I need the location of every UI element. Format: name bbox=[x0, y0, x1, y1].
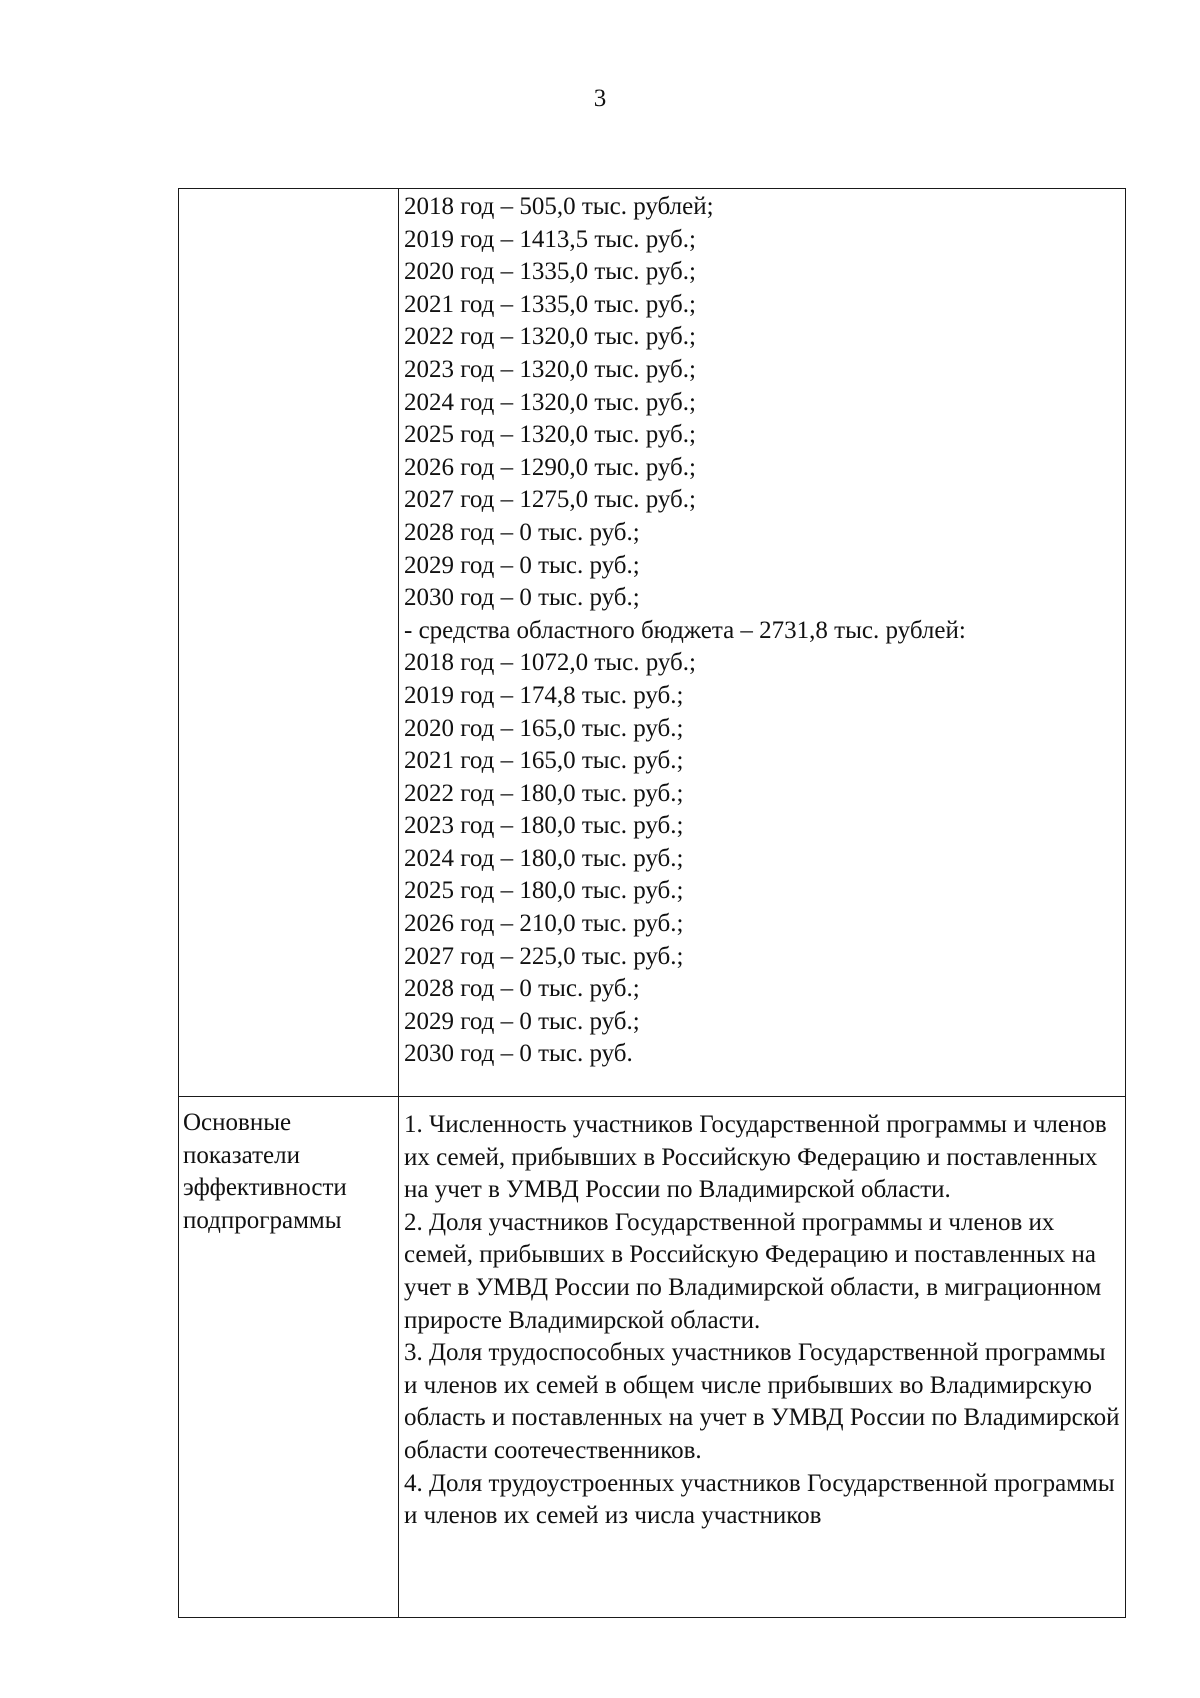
funding-row bbox=[179, 189, 1126, 1097]
indicators-list-cell bbox=[399, 1097, 1126, 1618]
funding-line: 2029 год – 0 тыс. руб.; bbox=[404, 551, 640, 579]
funding-line: 2018 год – 505,0 тыс. рублей; bbox=[404, 193, 714, 220]
indicator-item: 4. Доля трудоустроенных участников Государственной программы и членов их семей из числа участников bbox=[404, 1469, 1115, 1530]
regional-line: 2020 год – 165,0 тыс. руб.; bbox=[404, 714, 684, 742]
indicator-item: 3. Доля трудоспособных участников Государственной программы и членов их семей в общем числе прибывших во Владимирскую область и поставленных на учет в УМВД России по Владимирской области соотечественников. bbox=[404, 1339, 1120, 1464]
indicators-label-line: показатели bbox=[183, 1141, 300, 1169]
program-passport-table bbox=[178, 188, 1126, 1618]
regional-line: 2024 год – 180,0 тыс. руб.; bbox=[404, 844, 684, 872]
regional-line: 2025 год – 180,0 тыс. руб.; bbox=[404, 877, 684, 905]
indicators-label-cell bbox=[179, 1097, 399, 1618]
regional-line: 2030 год – 0 тыс. руб. bbox=[404, 1040, 633, 1068]
funding-line: 2021 год – 1335,0 тыс. руб.; bbox=[404, 290, 696, 318]
regional-line: 2018 год – 1072,0 тыс. руб.; bbox=[404, 649, 696, 677]
regional-line: 2028 год – 0 тыс. руб.; bbox=[404, 975, 640, 1003]
funding-line: 2019 год – 1413,5 тыс. руб.; bbox=[404, 225, 696, 253]
funding-line: 2023 год – 1320,0 тыс. руб.; bbox=[404, 355, 696, 383]
regional-line: 2022 год – 180,0 тыс. руб.; bbox=[404, 779, 684, 807]
indicator-item: 2. Доля участников Государственной программы и членов их семей, прибывших в Российскую Федерацию и поставленных на учет в УМВД России по Владимирской области, в миграционном приросте Владимирской области. bbox=[404, 1208, 1102, 1334]
indicators-row bbox=[179, 1097, 1126, 1618]
regional-line: 2019 год – 174,8 тыс. руб.; bbox=[404, 681, 684, 709]
funding-line: 2022 год – 1320,0 тыс. руб.; bbox=[404, 323, 696, 351]
indicators-label-line: Основные bbox=[183, 1109, 292, 1136]
regional-budget-heading: - средства областного бюджета – 2731,8 тыс. рублей: bbox=[404, 616, 966, 644]
regional-line: 2029 год – 0 тыс. руб.; bbox=[404, 1007, 640, 1035]
regional-line: 2023 год – 180,0 тыс. руб.; bbox=[404, 812, 684, 840]
funding-values-cell bbox=[399, 189, 1126, 1097]
indicators-label-line: подпрограммы bbox=[183, 1206, 342, 1234]
funding-label-cell bbox=[179, 189, 399, 1097]
regional-line: 2027 год – 225,0 тыс. руб.; bbox=[404, 942, 684, 970]
funding-line: 2026 год – 1290,0 тыс. руб.; bbox=[404, 453, 696, 481]
funding-line: 2028 год – 0 тыс. руб.; bbox=[404, 518, 640, 546]
regional-line: 2026 год – 210,0 тыс. руб.; bbox=[404, 910, 684, 938]
indicators-label-line: эффективности bbox=[183, 1174, 347, 1202]
funding-line: 2030 год – 0 тыс. руб.; bbox=[404, 584, 640, 612]
funding-line: 2025 год – 1320,0 тыс. руб.; bbox=[404, 421, 696, 449]
funding-line: 2027 год – 1275,0 тыс. руб.; bbox=[404, 486, 696, 514]
page-number: 3 bbox=[593, 85, 607, 112]
funding-line: 2024 год – 1320,0 тыс. руб.; bbox=[404, 388, 696, 416]
funding-line: 2020 год – 1335,0 тыс. руб.; bbox=[404, 258, 696, 286]
regional-line: 2021 год – 165,0 тыс. руб.; bbox=[404, 747, 684, 775]
indicator-item: 1. Численность участников Государственной программы и членов их семей, прибывших в Российскую Федерацию и поставленных на учет в УМВД России по Владимирской области. bbox=[404, 1111, 1107, 1204]
